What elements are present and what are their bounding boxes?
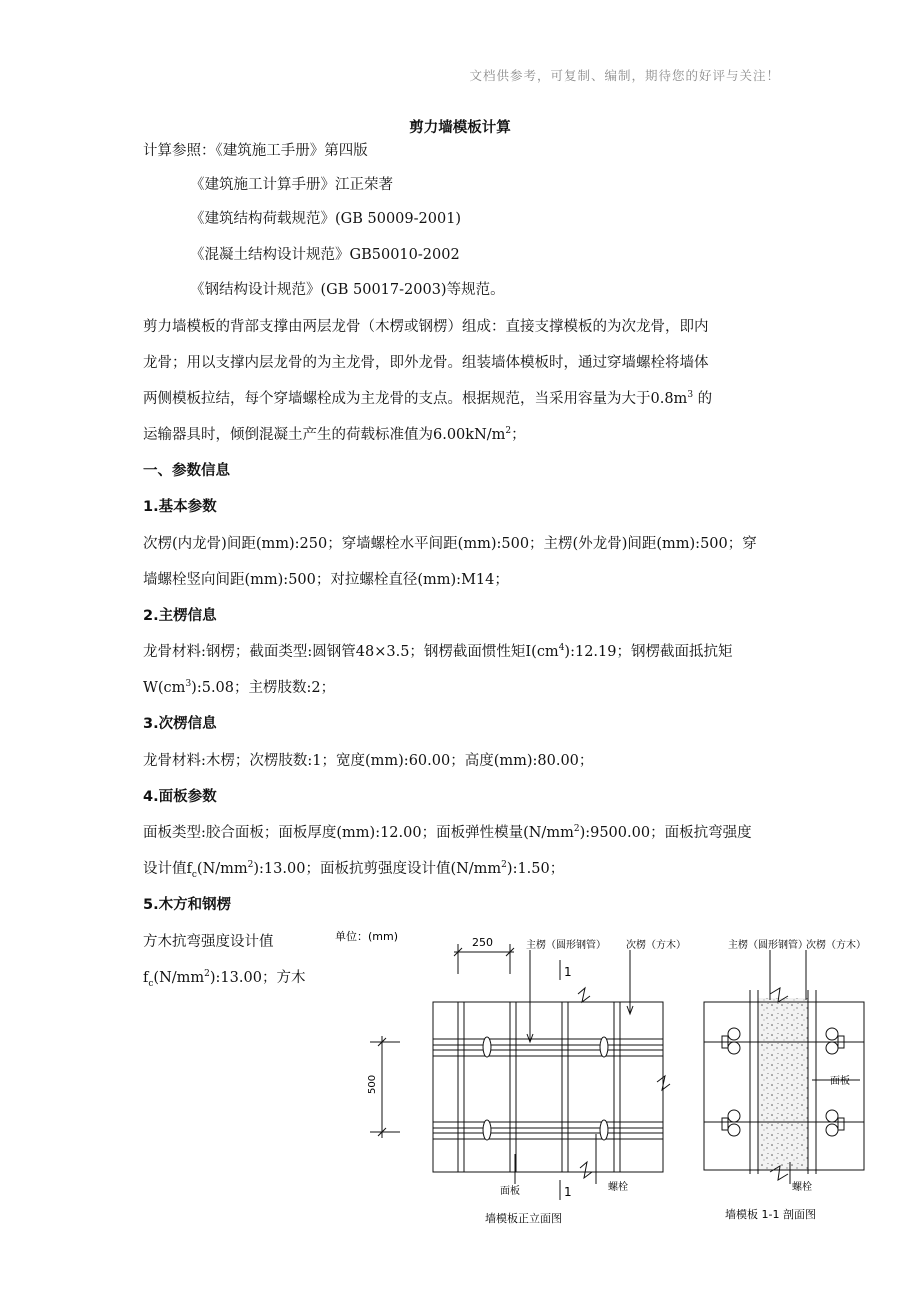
reference-item: 《钢结构设计规范》(GB 50017-2003)等规范。 bbox=[190, 282, 505, 298]
formwork-diagram bbox=[330, 922, 870, 1242]
dimension-250: 250 bbox=[472, 936, 493, 949]
param-line: $f_c(N/mm^2):13.00$；方木 bbox=[143, 969, 306, 989]
subsection-heading: 5.木方和钢楞 bbox=[143, 897, 232, 913]
intro-line: 龙骨；用以支撑内层龙骨的为主龙骨，即外龙骨。组装墙体模板时，通过穿墙螺栓将墙体 bbox=[143, 355, 709, 371]
section-secondary-label: 次楞（方木） bbox=[806, 940, 866, 951]
subsection-heading: 1.基本参数 bbox=[143, 499, 217, 515]
panel-label: 面板 bbox=[500, 1186, 520, 1197]
param-line: 龙骨材料:钢楞；截面类型:圆钢管48×3.5；钢楞截面惯性矩$I(cm^4):12.19$；钢楞截面抵抗矩 bbox=[143, 643, 733, 660]
param-line: $W(cm^3):5.08$；主楞肢数:2； bbox=[143, 679, 336, 696]
section-view bbox=[704, 950, 864, 1184]
param-line: 面板类型:胶合面板；面板厚度(mm):12.00；面板弹性模量$(N/mm^2):9500.00$；面板抗弯强度 bbox=[143, 824, 752, 841]
section-mark: 1 bbox=[564, 1185, 572, 1199]
section-mark: 1 bbox=[564, 965, 572, 979]
secondary-stud-label: 次楞（方木） bbox=[626, 940, 686, 951]
reference-item: 《建筑结构荷载规范》(GB 50009-2001) bbox=[190, 211, 462, 227]
section-panel-label: 面板 bbox=[830, 1076, 850, 1087]
param-line: 次楞(内龙骨)间距(mm):250；穿墙螺栓水平间距(mm):500；主楞(外龙骨)间距(mm):500；穿 bbox=[143, 536, 757, 552]
param-line: 方木抗弯强度设计值 bbox=[143, 934, 274, 950]
main-waler-label: 主楞（圆形钢管） bbox=[526, 940, 606, 951]
section-caption: 墙模板 1-1 剖面图 bbox=[725, 1208, 816, 1221]
front-caption: 墙模板正立面图 bbox=[485, 1212, 562, 1225]
section-heading: 一、参数信息 bbox=[143, 463, 230, 479]
intro-line: 剪力墙模板的背部支撑由两层龙骨（木楞或钢楞）组成：直接支撑模板的为次龙骨，即内 bbox=[143, 319, 709, 335]
intro-line: 运输器具时，倾倒混凝土产生的荷载标准值为$6.00kN/m^2$； bbox=[143, 426, 526, 443]
subsection-heading: 3.次楞信息 bbox=[143, 716, 217, 732]
dimension-500: 500 bbox=[367, 1074, 378, 1094]
front-elevation bbox=[370, 944, 670, 1200]
subsection-heading: 2.主楞信息 bbox=[143, 608, 217, 624]
reference-item: 《建筑施工计算手册》江正荣著 bbox=[190, 177, 393, 193]
subsection-heading: 4.面板参数 bbox=[143, 789, 217, 805]
watermark: 文档供参考，可复制、编制，期待您的好评与关注！ bbox=[469, 68, 780, 83]
param-line: 龙骨材料:木楞；次楞肢数:1；宽度(mm):60.00；高度(mm):80.00； bbox=[143, 753, 594, 769]
section-main-label: 主楞（圆形钢管） bbox=[728, 940, 808, 951]
param-line: 墙螺栓竖向间距(mm):500；对拉螺栓直径(mm):M14； bbox=[143, 572, 509, 588]
unit-label: 单位：(mm) bbox=[335, 930, 399, 943]
reference-lead: 计算参照：《建筑施工手册》第四版 bbox=[143, 143, 368, 159]
param-line: 设计值$f_c(N/mm^2):13.00$；面板抗剪强度设计值$(N/mm^2):1.50$； bbox=[143, 860, 565, 880]
section-bolt-label: 螺栓 bbox=[792, 1182, 812, 1193]
page-title: 剪力墙模板计算 bbox=[409, 120, 511, 136]
intro-line: 两侧模板拉结，每个穿墙螺栓成为主龙骨的支点。根据规范，当采用容量为大于$0.8m^3$ 的 bbox=[143, 390, 713, 407]
reference-item: 《混凝土结构设计规范》GB50010-2002 bbox=[190, 247, 460, 263]
bolt-label: 螺栓 bbox=[608, 1182, 628, 1193]
